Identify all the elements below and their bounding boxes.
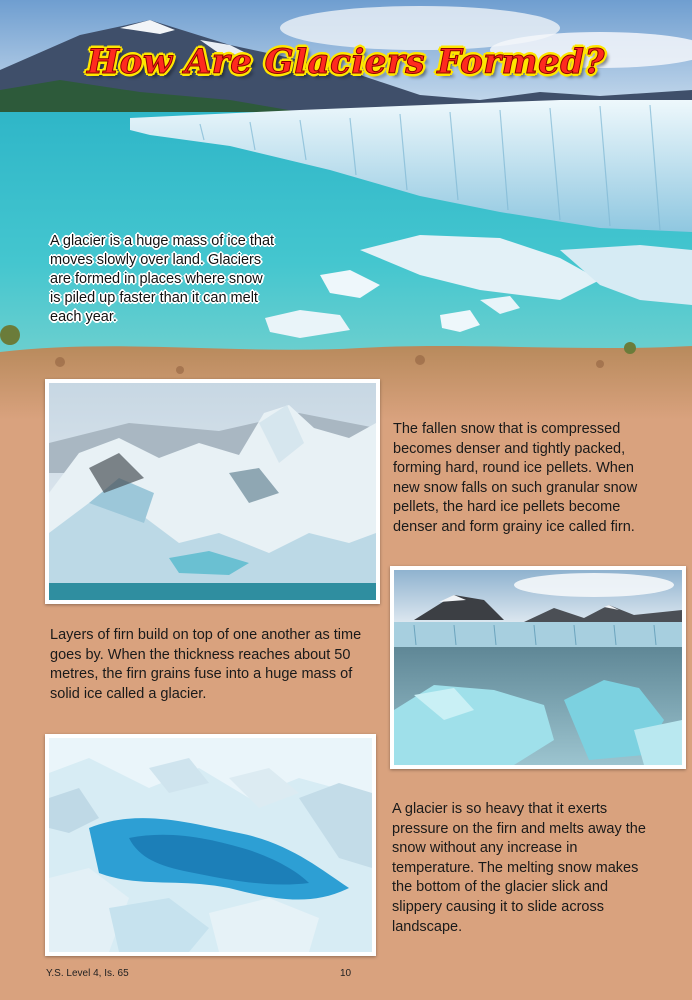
intro-text: A glacier is a huge mass of ice that moves slowly over land. Glaciers are formed in places where snow is piled up faster than it can melt each year. — [50, 233, 275, 325]
firn-layers-paragraph: Layers of firn build on top of one another as time goes by. When the thickness reaches about 50 metres, the firn grains fuse into a huge mass of solid ice called a glacier. — [50, 627, 362, 702]
issue-label: Y.S. Level 4, Is. 65 — [46, 968, 129, 979]
ice-crevasse-photo — [45, 734, 376, 956]
page-title: How Are Glaciers Formed? — [87, 42, 605, 82]
firn-paragraph: The fallen snow that is compressed becomes denser and tightly packed, forming hard, round ice pellets. When new snow falls on such granular snow pellets, the hard ice pellets become denser and form grainy ice called firn. — [393, 421, 638, 535]
pressure-paragraph: A glacier is so heavy that it exerts pressure on the firn and melts away the snow without any increase in temperature. The melting snow makes the bottom of the glacier slick and slippery causing it to slide across landscape. — [392, 801, 646, 935]
ice-blocks-photo — [45, 379, 380, 604]
page-number: 10 — [340, 968, 352, 979]
glacier-bay-photo — [390, 566, 686, 769]
